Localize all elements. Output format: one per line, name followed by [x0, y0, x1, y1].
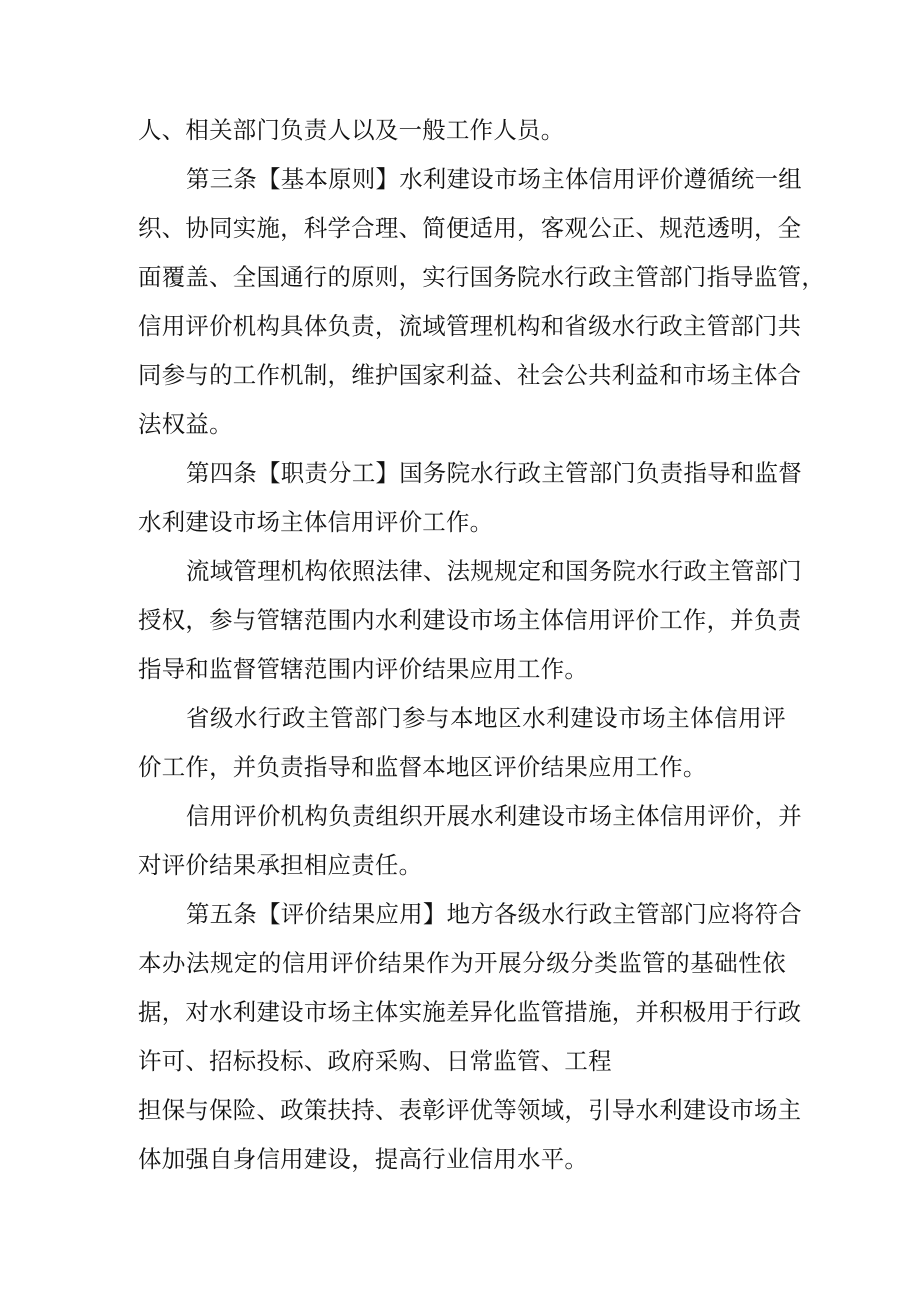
text-line: 体加强自身信用建设，提高行业信用水平。: [138, 1145, 589, 1173]
document-body: [138, 106, 826, 1184]
text-line: 法权益。: [138, 410, 233, 438]
text-line: 面覆盖、全国通行的原则，实行国务院水行政主管部门指导监管，: [138, 263, 826, 291]
text-line: 许可、招标投标、政府采购、日常监管、工程: [138, 1047, 612, 1075]
paragraph-first-line: 信用评价机构负责组织开展水利建设市场主体信用评价，并: [186, 802, 802, 830]
text-line: 授权，参与管辖范围内水利建设市场主体信用评价工作，并负责: [138, 606, 802, 634]
text-line: 人、相关部门负责人以及一般工作人员。: [138, 116, 565, 144]
text-line: 对评价结果承担相应责任。: [138, 851, 423, 879]
article-3-heading-line: 第三条【基本原则】水利建设市场主体信用评价遵循统一组: [186, 165, 802, 193]
article-4-heading-line: 第四条【职责分工】国务院水行政主管部门负责指导和监督: [186, 459, 802, 487]
text-line: 织、协同实施，科学合理、简便适用，客观公正、规范透明，全: [138, 214, 802, 242]
text-line: 水利建设市场主体信用评价工作。: [138, 508, 494, 536]
text-line: 据，对水利建设市场主体实施差异化监管措施，并积极用于行政: [138, 998, 802, 1026]
text-line: 指导和监督管辖范围内评价结果应用工作。: [138, 655, 589, 683]
text-line: 价工作，并负责指导和监督本地区评价结果应用工作。: [138, 753, 707, 781]
paragraph-first-line: 流域管理机构依照法律、法规规定和国务院水行政主管部门: [186, 557, 802, 585]
text-line: 担保与保险、政策扶持、表彰评优等领域，引导水利建设市场主: [138, 1096, 802, 1124]
text-line: 信用评价机构具体负责，流域管理机构和省级水行政主管部门共: [138, 312, 802, 340]
text-line: 同参与的工作机制，维护国家利益、社会公共利益和市场主体合: [138, 361, 802, 389]
article-5-heading-line: 第五条【评价结果应用】地方各级水行政主管部门应将符合: [186, 900, 802, 928]
paragraph-first-line: 省级水行政主管部门参与本地区水利建设市场主体信用评: [186, 704, 786, 732]
text-line: 本办法规定的信用评价结果作为开展分级分类监管的基础性依: [138, 949, 786, 977]
